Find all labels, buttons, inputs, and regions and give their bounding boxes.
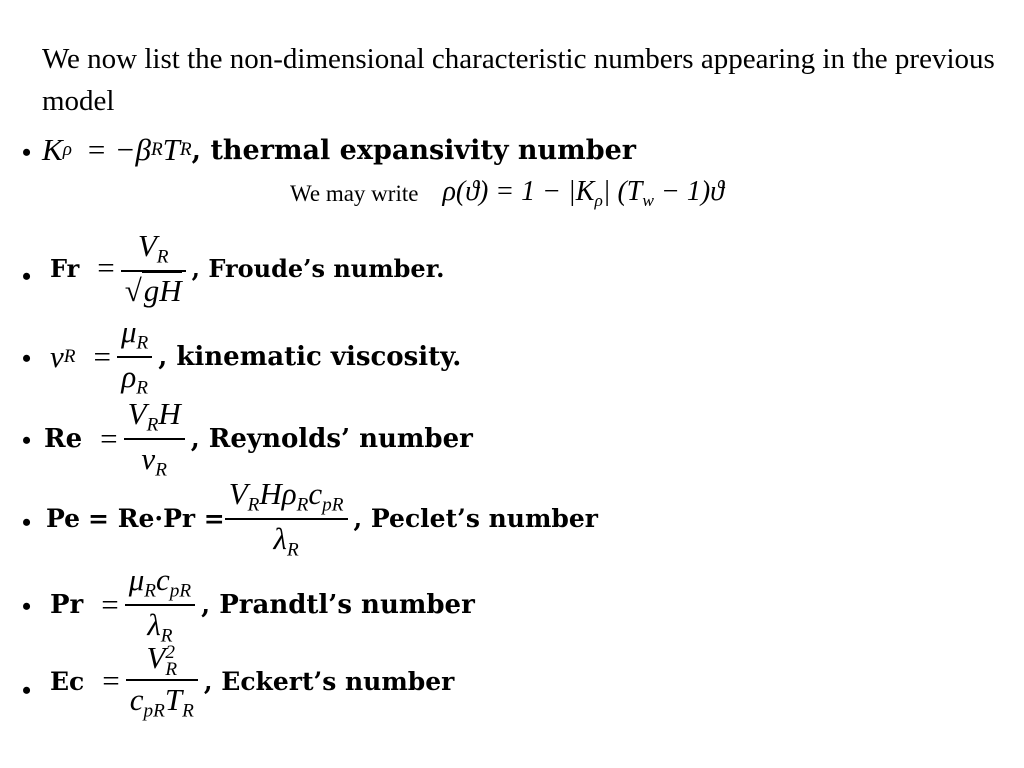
rhs-sub: R	[150, 139, 163, 160]
fraction: $\frac{V_R}{√gH}$	[121, 228, 186, 309]
bullet-7: •	[22, 676, 32, 705]
item-froude	[50, 228, 445, 309]
label: , Peclet’s number	[353, 504, 598, 534]
note-line	[290, 176, 724, 211]
fraction: $\frac{V_RH}{\nu_R}$	[124, 396, 185, 481]
equals: =	[97, 250, 115, 286]
bullet-2: •	[22, 262, 32, 291]
item-thermal-expansivity	[42, 132, 636, 168]
label: , Prandtl’s number	[201, 589, 475, 620]
equals: =	[101, 586, 119, 622]
item-peclet	[46, 476, 598, 561]
symbol-sub: ρ	[62, 139, 72, 160]
equals: =	[102, 663, 120, 699]
bullet-3: •	[22, 344, 32, 373]
note-formula: $\rho(ϑ) = 1 - |K_\rho|$ $(T_w - 1)ϑ$	[442, 176, 724, 211]
symbol: Pe	[46, 504, 81, 534]
equals: =	[100, 420, 118, 456]
rhs-rest-sub: R	[179, 139, 192, 160]
fraction: $\frac{\mu_Rc_{pR}}{\lambda_R}$	[125, 562, 195, 647]
mid: = Re·Pr =	[88, 504, 225, 534]
fraction: V 2 R $c_{pR}T_R$	[126, 640, 198, 723]
bullet-4: •	[22, 426, 32, 455]
note-text: We may write	[290, 180, 419, 206]
label: , Eckert’s number	[203, 666, 455, 696]
symbol: Ec	[50, 666, 85, 696]
rhs: = −β	[85, 132, 151, 167]
label: , kinematic viscosity.	[158, 341, 462, 372]
bullet-1: •	[22, 138, 32, 167]
item-eckert	[50, 640, 454, 723]
label: , thermal expansivity number	[191, 134, 637, 166]
label: , Froude’s number.	[191, 253, 445, 283]
item-reynolds	[44, 396, 473, 481]
rhs-rest: T	[162, 132, 180, 167]
equals: =	[93, 338, 111, 374]
symbol: ν	[50, 338, 64, 374]
bullet-5: •	[22, 508, 32, 537]
intro-paragraph: We now list the non-dimensional characteristic numbers appearing in the previous model	[42, 43, 995, 117]
symbol: Fr	[50, 253, 80, 283]
fraction: $\frac{V_RH\rho_Rc_{pR}}{\lambda_R}$	[225, 476, 348, 561]
symbol: Re	[44, 423, 83, 454]
symbol: Pr	[50, 589, 84, 620]
symbol: K	[42, 132, 63, 167]
item-prandtl	[50, 562, 475, 647]
item-kinematic-viscosity: ν R = $\frac{\mu_R}{\rho_R}$ , kinematic viscosity.	[50, 314, 462, 399]
bullet-6: •	[22, 592, 32, 621]
label: , Reynolds’ number	[190, 423, 473, 454]
fraction: $\frac{\mu_R}{\rho_R}$	[117, 314, 152, 399]
